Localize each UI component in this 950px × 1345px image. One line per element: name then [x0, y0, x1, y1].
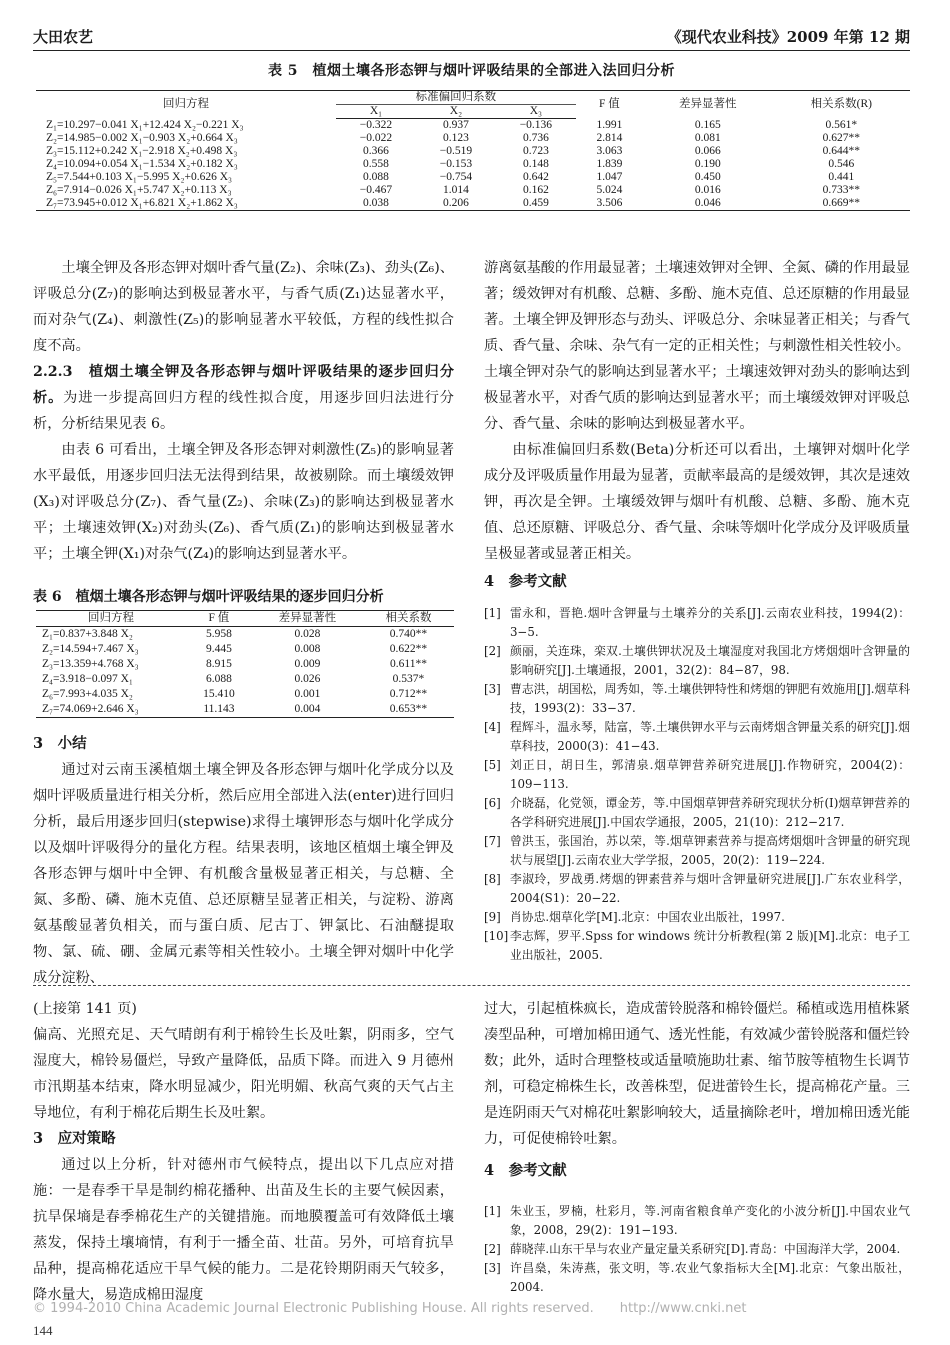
- paragraph: 游离氨基酸的作用最显著；土壤速效钾对全钾、全氮、磷的作用最显著；缓效钾对有机酸、总糖、多酚、施木克值、总还原糖的作用最显著。土壤全钾及钾形态与劲头、评吸总分、余味显著正相关；与香气质、香气量、余味、杂气有一定的正相关性；与刺激性相关性较小。土壤全钾对杂气的影响达到显著水平；土壤速效钾对劲头的影响达到极显著水平，对香气质的影响达到显著水平；而土壤缓效钾对评吸总分、香气量、余味的影响达到极显著水平。: [484, 260, 910, 432]
- article-separator: [33, 985, 910, 986]
- section-heading: 4 参考文献: [484, 573, 567, 590]
- reference-item: [484, 908, 910, 927]
- equation-cell: Z₆=7.993+4.035 X₂: [42, 688, 133, 700]
- equation-cell: Z₅=7.544+0.103 X₁−5.995 X₂+0.626 X₃: [46, 171, 233, 183]
- table5-header-std-coef: 标准偏回归系数: [336, 91, 576, 105]
- equation-cell: Z₂=14.594+7.467 X₃: [42, 643, 139, 655]
- table5-header-equation: 回归方程: [36, 91, 336, 119]
- table6: [36, 610, 454, 718]
- reference-number: [5]: [484, 758, 501, 772]
- reference-text: 薛晓萍.山东干旱与农业产量定量关系研究[D].青岛：中国海洋大学，2004.: [510, 1242, 901, 1256]
- equation-cell: Z₂=14.985−0.002 X₁−0.903 X₂+0.664 X₃: [46, 132, 238, 144]
- value-cell: 0.004: [252, 702, 363, 718]
- value-cell: −0.153: [439, 158, 473, 170]
- table-row: [36, 132, 910, 145]
- value-cell: 0.937: [442, 119, 469, 131]
- table5-caption: 表 5 植烟土壤各形态钾与烟叶评吸结果的全部进入法回归分析: [267, 63, 676, 79]
- reference-text: 李志辉，罗平.Spss for windows 统计分析教程(第 2 版)[M].北京：电子工业出版社，2005.: [510, 929, 910, 962]
- table-row: [36, 702, 454, 718]
- reference-text: 刘正日，胡日生，郭清泉.烟草钾营养研究进展[J].作物研究，2004(2)：109−113.: [510, 758, 910, 791]
- reference-list: [484, 1202, 910, 1297]
- value-cell: −0.022: [359, 132, 393, 144]
- reference-number: [2]: [484, 644, 501, 658]
- value-cell: 5.024: [596, 184, 623, 196]
- reference-number: [10]: [484, 929, 509, 943]
- reference-item: [484, 642, 910, 680]
- table-row: [36, 158, 910, 171]
- reference-item: [484, 718, 910, 756]
- section-heading: 2.2.3 植烟土壤全钾及各形态钾与烟叶评吸结果的逐步回归分析。: [33, 364, 454, 406]
- value-cell: 0.450: [694, 171, 721, 183]
- table6-header-f: F 值: [186, 611, 252, 627]
- reference-item: [484, 1202, 910, 1240]
- bottom-right-column: [484, 996, 910, 1184]
- reference-number: [3]: [484, 682, 501, 696]
- paragraph: 通过以上分析，针对德州市气候特点，提出以下几点应对措施：一是春季干旱是制约棉花播种、出苗及生长的主要气候因素，抗旱保墒是春季棉花生产的关键措施。而地膜覆盖可有效降低土壤蒸发，保持土壤墒情，有利于一播全苗、壮苗。另外，可培育抗旱品种，提高棉花适应干旱气候的能力。二是花铃期阴雨天气较多，降水量大，易造成棉田湿度: [33, 1157, 454, 1303]
- reference-number: [1]: [484, 606, 501, 620]
- equation-cell: Z₇=73.945+0.012 X₁+6.821 X₂+1.862 X₃: [36, 197, 336, 211]
- reference-text: 朱业玉，罗楠，杜彩月，等.河南省粮食单产变化的小波分析[J].中国农业气象，2008，29(2)：191−193.: [510, 1204, 910, 1237]
- table5-header-sig: 差异显著性: [643, 91, 773, 119]
- value-cell: 0.723: [522, 145, 549, 157]
- header-rule: [33, 50, 910, 51]
- value-cell: 0.088: [363, 171, 389, 183]
- value-cell: 0.009: [294, 658, 321, 670]
- reference-item: [484, 870, 910, 908]
- reference-text: 程辉斗，温永琴，陆富，等.土壤供钾水平与云南烤烟含钾量关系的研究[J].烟草科技，2000(3)：41−43.: [510, 720, 910, 753]
- equation-cell: Z₁=0.837+3.848 X₂: [42, 628, 133, 640]
- value-cell: 0.038: [336, 197, 416, 211]
- value-cell: 0.459: [496, 197, 576, 211]
- continued-note: (上接第 141 页): [33, 1001, 137, 1017]
- value-cell: 0.736: [522, 132, 549, 144]
- left-column-bottom: [33, 731, 454, 991]
- value-cell: 0.008: [294, 643, 321, 655]
- value-cell: −0.467: [359, 184, 393, 196]
- table5-body: [36, 119, 910, 211]
- equation-cell: Z₄=3.918−0.097 X₁: [42, 673, 133, 685]
- value-cell: 11.143: [186, 702, 252, 718]
- reference-number: [4]: [484, 720, 501, 734]
- reference-text: 雷永和，晋艳.烟叶含钾量与土壤养分的关系[J].云南农业科技，1994(2)：3−5.: [510, 606, 910, 639]
- table-row: [36, 642, 454, 657]
- reference-item: [484, 604, 910, 642]
- value-cell: 0.066: [694, 145, 721, 157]
- value-cell: 0.561*: [825, 118, 858, 131]
- value-cell: 0.046: [643, 197, 773, 211]
- value-cell: 8.915: [205, 658, 232, 670]
- value-cell: 9.445: [205, 643, 232, 655]
- reference-item: [484, 832, 910, 870]
- value-cell: 0.627**: [822, 132, 860, 144]
- reference-text: 李淑玲，罗战勇.烤烟的钾素营养与烟叶含钾量研究进展[J].广东农业科学，2004(S1)：20−22.: [510, 872, 910, 905]
- reference-list: [484, 604, 910, 965]
- table5-header-r: 相关系数(R): [773, 91, 910, 119]
- value-cell: 0.733**: [822, 184, 860, 196]
- equation-cell: Z₆=7.914−0.026 X₁+5.747 X₂+0.113 X₃: [46, 184, 232, 196]
- value-cell: 0.028: [294, 628, 321, 640]
- value-cell: −0.136: [519, 119, 553, 131]
- equation-cell: Z₃=13.359+4.768 X₃: [42, 658, 139, 670]
- reference-item: [484, 794, 910, 832]
- table-row: [36, 197, 910, 211]
- journal-issue: 《现代农业科技》2009 年第 12 期: [666, 28, 910, 46]
- value-cell: 0.740**: [389, 628, 428, 640]
- table6-header-r: 相关系数: [363, 611, 454, 627]
- equation-cell: Z₇=74.069+2.646 X₃: [36, 702, 186, 718]
- value-cell: 1.839: [596, 158, 623, 170]
- value-cell: 0.165: [694, 118, 721, 131]
- table-row: [36, 171, 910, 184]
- reference-number: [8]: [484, 872, 501, 886]
- value-cell: 6.088: [205, 673, 232, 685]
- journal-section: 大田农艺: [33, 28, 94, 46]
- section-heading: 3 小结: [33, 735, 87, 752]
- value-cell: 0.712**: [389, 688, 428, 700]
- reference-item: [484, 680, 910, 718]
- reference-text: 曹志洪，胡国松，周秀如，等.土壤供钾特性和烤烟的钾肥有效施用[J].烟草科技，1993(2)：33−37.: [510, 682, 910, 715]
- value-cell: 0.558: [363, 158, 389, 170]
- value-cell: 0.546: [828, 158, 855, 170]
- value-cell: 3.063: [596, 145, 623, 157]
- table6-header-sig: 差异显著性: [252, 611, 363, 627]
- paragraph: 偏高、光照充足、天气晴朗有利于棉铃生长及吐絮，阴雨多，空气湿度大，棉铃易僵烂，导致产量降低，品质下降。而进入 9 月德州市汛期基本结束，降水明显减少，阳光明媚、秋高气爽的天气占主导地位，有利于棉花后期生长及吐絮。: [33, 1027, 454, 1121]
- value-cell: −0.322: [359, 119, 393, 131]
- reference-text: 肖协忠.烟草化学[M].北京：中国农业出版社，1997.: [510, 910, 785, 924]
- table-row: [36, 119, 910, 133]
- table5-header-x3: X₃: [496, 105, 576, 119]
- reference-number: [3]: [484, 1261, 501, 1275]
- paragraph: 通过对云南玉溪植烟土壤全钾及各形态钾与烟叶化学成分以及烟叶评吸质量进行相关分析，然后应用全部进入法(enter)进行回归分析，最后用逐步回归(stepwise)求得土壤钾形态与烟叶化学成分以及烟叶评吸得分的量化方程。结果表明，该地区植烟土壤全钾及各形态钾与烟叶中全钾、有机酸含量极显著正相关，与总糖、全氮、多酚、磷、施木克值、总还原糖呈显著正相关，与淀粉、游离氨基酸显著负相关，而与蛋白质、尼古丁、钾氯比、石油醚提取物、氯、硫、硼、金属元素等相关性较小。土壤全钾对烟叶中化学成分淀粉、: [33, 762, 454, 986]
- table-row: [36, 627, 454, 643]
- paragraph: 土壤全钾及各形态钾对烟叶香气量(Z₂)、余味(Z₃)、劲头(Z₆)、评吸总分(Z₇)的影响达到极显著水平，与香气质(Z₁)达显著水平，而对杂气(Z₄)、刺激性(Z₅)的影响显著水平较低，方程的线性拟合度不高。: [33, 260, 454, 354]
- table6-caption: 表 6 植烟土壤各形态钾与烟叶评吸结果的逐步回归分析: [33, 589, 384, 605]
- table5-header-f: F 值: [576, 91, 643, 119]
- value-cell: 0.206: [416, 197, 496, 211]
- value-cell: 0.016: [694, 184, 721, 196]
- table-row: [36, 184, 910, 197]
- value-cell: 1.014: [442, 184, 469, 196]
- value-cell: −0.754: [439, 171, 473, 183]
- equation-cell: Z₃=15.112+0.242 X₁−2.918 X₂+0.498 X₃: [46, 145, 238, 157]
- value-cell: 0.537*: [392, 673, 425, 685]
- bottom-left-column: [33, 996, 454, 1308]
- reference-item: [484, 756, 910, 794]
- reference-number: [7]: [484, 834, 501, 848]
- value-cell: 0.001: [294, 688, 321, 700]
- table-row: [36, 672, 454, 687]
- reference-number: [6]: [484, 796, 501, 810]
- value-cell: 0.123: [442, 132, 469, 144]
- reference-text: 颜丽，关连珠，栾双.土壤供钾状况及土壤湿度对我国北方烤烟烟叶含钾量的影响研究[J].土壤通报，2001，32(2)：84−87，98.: [510, 644, 910, 677]
- value-cell: 0.441: [828, 171, 855, 183]
- reference-text: 许昌燊，朱涛燕，张文明，等.农业气象指标大全[M].北京：气象出版社，2004.: [510, 1261, 910, 1294]
- value-cell: 0.642: [522, 171, 549, 183]
- value-cell: 0.081: [694, 132, 721, 144]
- table6-body: [36, 627, 454, 718]
- reference-text: 曾洪玉，张国治，苏以荣，等.烟草钾素营养与提高烤烟烟叶含钾量的研究现状与展望[J].云南农业大学学报，2005，20(2)：119−224.: [510, 834, 910, 867]
- value-cell: 0.669**: [773, 197, 910, 211]
- paragraph: 过大，引起植株疯长，造成蕾铃脱落和棉铃僵烂。稀植或选用植株紧凑型品种，可增加棉田通气、透光性能，有效减少蕾铃脱落和僵烂铃数；此外，适时合理整枝或适量喷施助壮素、缩节胺等植物生长调节剂，可稳定棉株生长，改善株型，促进蕾铃生长，提高棉花产量。三是连阴雨天气对棉花吐絮影响较大，适量摘除老叶，增加棉田透光能力，可促使棉铃吐絮。: [484, 1001, 910, 1147]
- section-heading: 3 应对策略: [33, 1130, 116, 1147]
- reference-item: [484, 1240, 910, 1259]
- value-cell: 2.814: [596, 132, 623, 144]
- value-cell: 0.622**: [389, 643, 428, 655]
- equation-cell: Z₁=10.297−0.041 X₁+12.424 X₂−0.221 X₃: [46, 118, 244, 131]
- value-cell: 5.958: [205, 628, 232, 640]
- paragraph: 由表 6 可看出，土壤全钾及各形态钾对刺激性(Z₅)的影响显著水平最低，用逐步回归法无法得到结果，故被剔除。而土壤缓效钾(X₃)对评吸总分(Z₇)、香气量(Z₂)、余味(Z₃)的影响达到极显著水平；土壤速效钾(X₂)对劲头(Z₆)、香气质(Z₁)的影响达到极显著水平；土壤全钾(X₁)对杂气(Z₄)的影响达到显著水平。: [33, 442, 454, 562]
- value-cell: 1.047: [596, 171, 623, 183]
- table5: [36, 90, 910, 211]
- value-cell: 1.991: [596, 118, 623, 131]
- table-row: [36, 145, 910, 158]
- table5-header-x1: X₁: [336, 105, 416, 119]
- section-heading: 4 参考文献: [484, 1162, 567, 1179]
- reference-number: [1]: [484, 1204, 501, 1218]
- paragraph: 为进一步提高回归方程的线性拟合度，用逐步回归法进行分析，分析结果见表 6。: [33, 390, 454, 432]
- value-cell: 0.026: [294, 673, 321, 685]
- value-cell: 0.148: [522, 158, 549, 170]
- copyright-watermark: © 1994-2010 China Academic Journal Electronic Publishing House. All rights reserved. http://www.cnki.net: [33, 1301, 747, 1316]
- reference-item: [484, 927, 910, 965]
- value-cell: 0.162: [522, 184, 549, 196]
- value-cell: 0.366: [363, 145, 389, 157]
- value-cell: 0.644**: [822, 145, 860, 157]
- left-column-top: [33, 255, 454, 567]
- value-cell: −0.519: [439, 145, 473, 157]
- paragraph: 由标准偏回归系数(Beta)分析还可以看出，土壤钾对烟叶化学成分及评吸质量作用最为显著，贡献率最高的是缓效钾，其次是速效钾，再次是全钾。土壤缓效钾与烟叶有机酸、总糖、多酚、施木克值、总还原糖、评吸总分、香气量、余味等烟叶化学成分及评吸质量呈极显著或显著正相关。: [484, 442, 910, 562]
- value-cell: 0.653**: [363, 702, 454, 718]
- reference-item: [484, 1259, 910, 1297]
- table6-header-equation: 回归方程: [36, 611, 186, 627]
- reference-number: [9]: [484, 910, 501, 924]
- section-2-2-3: [33, 359, 454, 437]
- value-cell: 0.611**: [390, 658, 427, 670]
- value-cell: 0.190: [694, 158, 721, 170]
- table-row: [36, 657, 454, 672]
- reference-text: 介晓磊，化党领，谭金芳，等.中国烟草钾营养研究现状分析(I)烟草钾营养的各学科研究进展[J].中国农学通报，2005，21(10)：212−217.: [510, 796, 910, 829]
- value-cell: 15.410: [203, 688, 235, 700]
- equation-cell: Z₄=10.094+0.054 X₁−1.534 X₂+0.182 X₃: [46, 158, 238, 170]
- right-column-top: [484, 255, 910, 595]
- reference-number: [2]: [484, 1242, 501, 1256]
- page-number: 144: [33, 1323, 53, 1338]
- table5-header-x2: X₂: [416, 105, 496, 119]
- table-row: [36, 687, 454, 702]
- value-cell: 3.506: [576, 197, 643, 211]
